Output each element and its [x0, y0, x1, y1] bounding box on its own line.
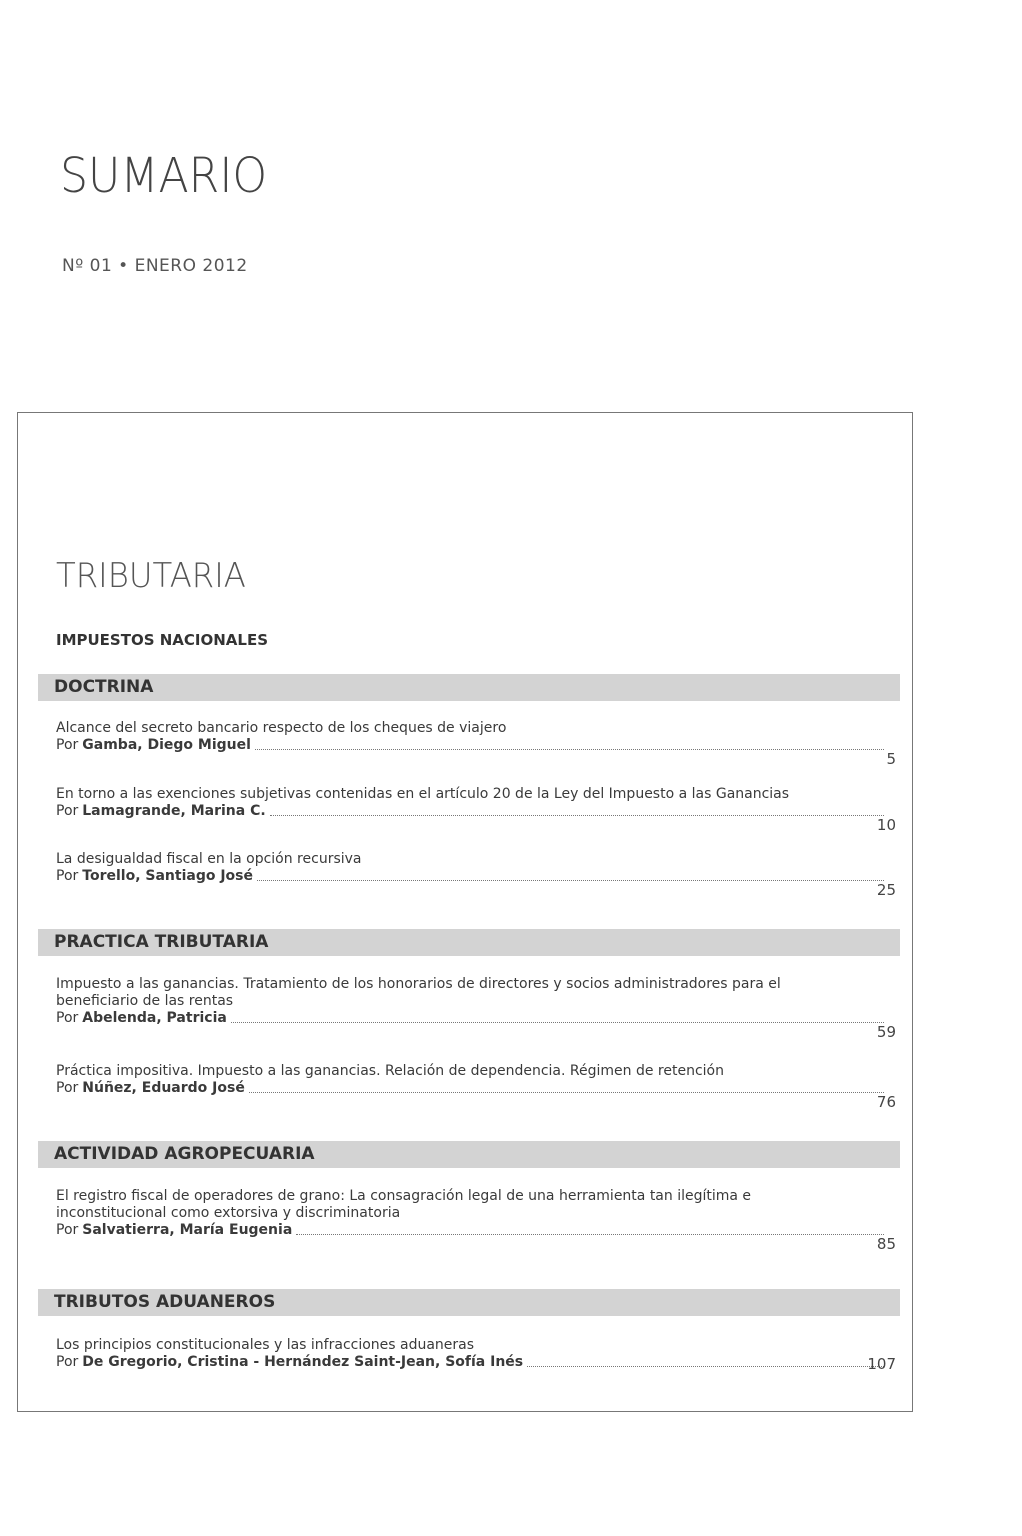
author-line — [56, 1080, 886, 1097]
dot-leader — [270, 814, 884, 816]
toc-entry[interactable] — [56, 1188, 896, 1253]
author-line — [56, 868, 886, 885]
author-prefix: Por — [56, 1354, 79, 1370]
entry-author: Lamagrande, Marina C. — [82, 803, 266, 819]
entry-author: De Gregorio, Cristina - Hernández Saint-Jean, Sofía Inés — [82, 1354, 524, 1370]
entry-title: Alcance del secreto bancario respecto de los cheques de viajero — [56, 720, 507, 736]
entry-page: 59 — [876, 1023, 896, 1041]
entry-page: 85 — [876, 1235, 896, 1253]
entry-title: La desigualdad fiscal en la opción recursiva — [56, 851, 362, 867]
toc-entry[interactable] — [56, 1337, 896, 1371]
author-prefix: Por — [56, 803, 79, 819]
author-line — [56, 737, 886, 754]
entry-author: Torello, Santiago José — [82, 868, 253, 884]
entry-title: Los principios constitucionales y las infracciones aduaneras — [56, 1337, 475, 1353]
entry-page: 25 — [876, 881, 896, 899]
entry-author: Núñez, Eduardo José — [82, 1080, 245, 1096]
dot-leader — [296, 1233, 884, 1235]
entry-title: Impuesto a las ganancias. Tratamiento de los honorarios de directores y socios administradores para el beneficiario de las rentas — [56, 976, 781, 1009]
author-line — [56, 1354, 886, 1371]
section-title: TRIBUTARIA — [56, 556, 246, 596]
dot-leader — [527, 1365, 884, 1367]
entry-page: 107 — [867, 1355, 896, 1373]
issue-label: Nº 01 • ENERO 2012 — [62, 256, 248, 276]
entry-author: Gamba, Diego Miguel — [82, 737, 251, 753]
entry-author: Salvatierra, María Eugenia — [82, 1222, 293, 1238]
dot-leader — [255, 748, 884, 750]
category-bar-doctrina: DOCTRINA — [38, 674, 900, 701]
toc-entry[interactable] — [56, 1063, 896, 1111]
category-bar-tributos-aduaneros: TRIBUTOS ADUANEROS — [38, 1289, 900, 1316]
category-bar-practica-tributaria: PRACTICA TRIBUTARIA — [38, 929, 900, 956]
author-line — [56, 803, 886, 820]
toc-entry[interactable] — [56, 976, 896, 1041]
entry-page: 10 — [876, 816, 896, 834]
entry-page: 5 — [886, 750, 896, 768]
dot-leader — [257, 879, 884, 881]
author-prefix: Por — [56, 737, 79, 753]
toc-entry[interactable] — [56, 851, 896, 899]
dot-leader — [231, 1021, 884, 1023]
subsection-title: IMPUESTOS NACIONALES — [56, 631, 269, 649]
entry-title: En torno a las exenciones subjetivas contenidas en el artículo 20 de la Ley del Impuesto a las Ganancias — [56, 786, 790, 802]
author-prefix: Por — [56, 1010, 79, 1026]
entry-page: 76 — [876, 1093, 896, 1111]
author-prefix: Por — [56, 868, 79, 884]
author-line — [56, 1222, 886, 1239]
category-bar-actividad-agropecuaria: ACTIVIDAD AGROPECUARIA — [38, 1141, 900, 1168]
page-title: SUMARIO — [60, 148, 268, 204]
entry-title: El registro fiscal de operadores de grano: La consagración legal de una herramienta tan ilegítima e inconstitucional como extorsiva y discriminatoria — [56, 1188, 752, 1221]
toc-entry[interactable] — [56, 720, 896, 768]
author-line — [56, 1010, 886, 1027]
author-prefix: Por — [56, 1222, 79, 1238]
dot-leader — [249, 1091, 884, 1093]
author-prefix: Por — [56, 1080, 79, 1096]
entry-author: Abelenda, Patricia — [82, 1010, 227, 1026]
entry-title: Práctica impositiva. Impuesto a las ganancias. Relación de dependencia. Régimen de retención — [56, 1063, 724, 1079]
toc-entry[interactable] — [56, 786, 896, 834]
